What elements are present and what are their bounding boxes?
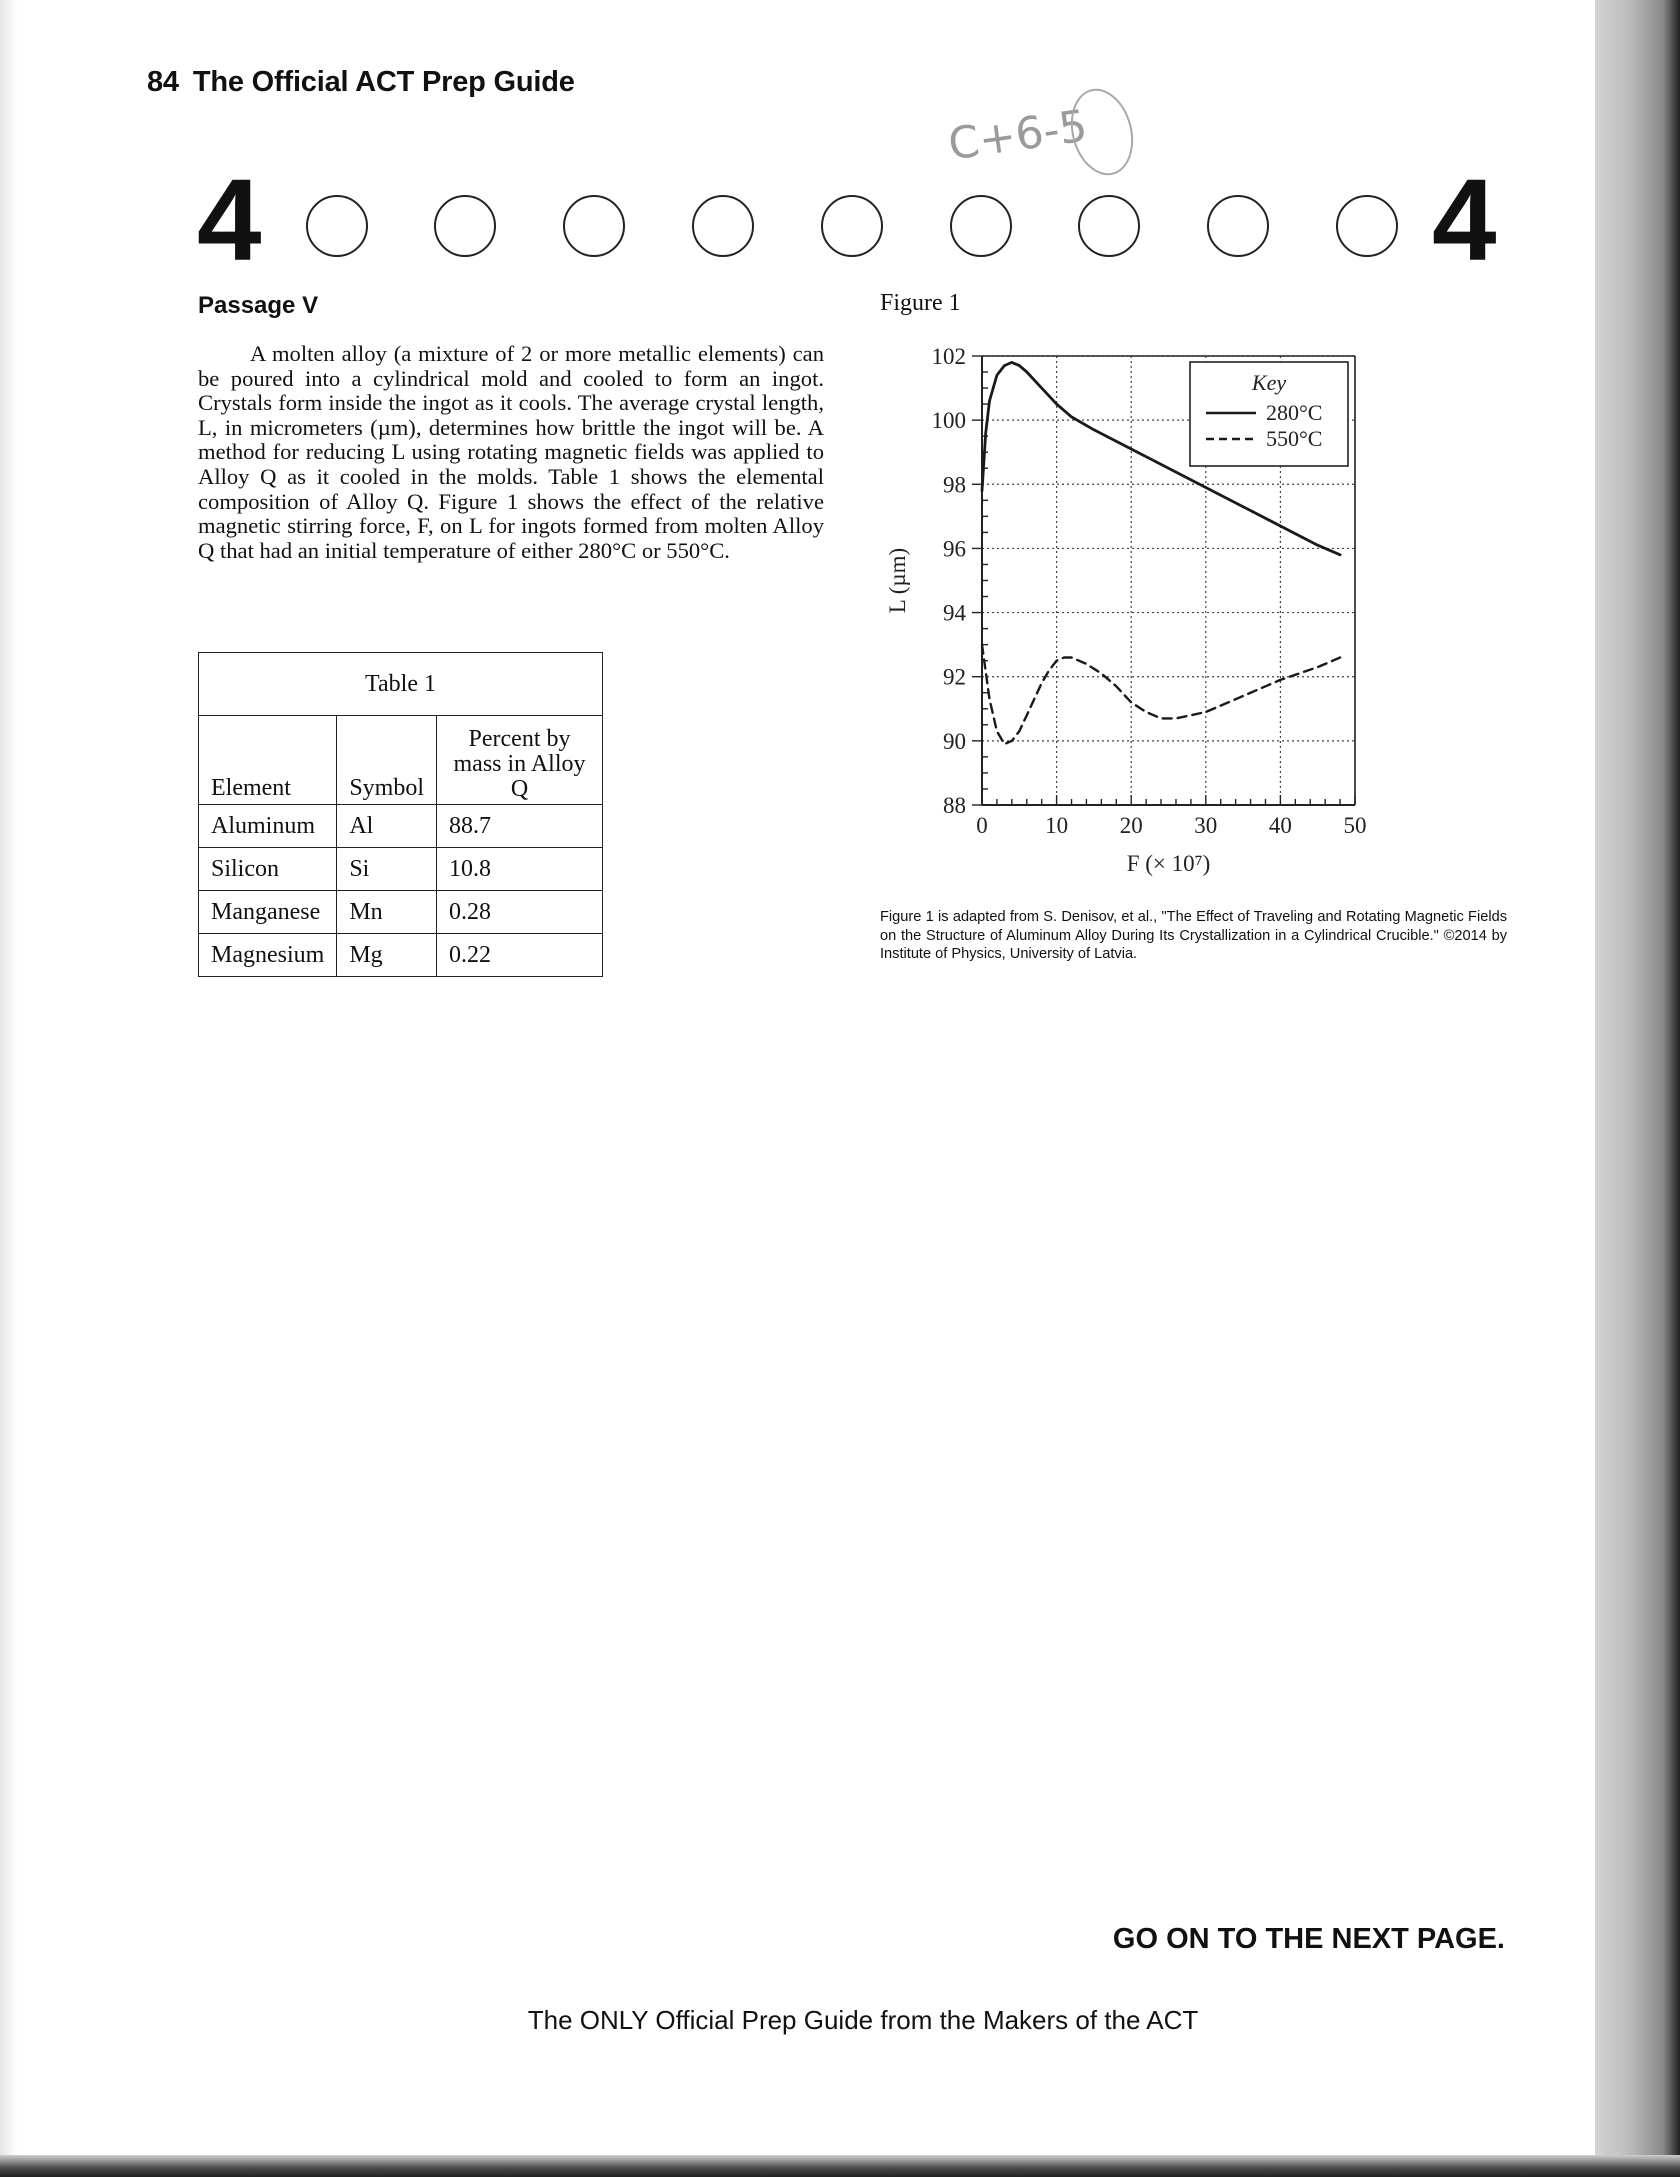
table-row	[199, 934, 603, 977]
series-line-550c	[982, 645, 1340, 745]
table-row	[199, 891, 603, 934]
table-cell: Magnesium	[199, 934, 337, 977]
y-axis-label: L (µm)	[885, 547, 910, 614]
legend-label: 280°C	[1266, 400, 1323, 425]
page-bottom-edge	[0, 2155, 1680, 2177]
running-head	[147, 66, 575, 99]
table-cell: Silicon	[199, 848, 337, 891]
y-tick-label: 100	[931, 408, 966, 434]
x-tick-label: 10	[1045, 813, 1069, 838]
y-tick-label: 90	[943, 728, 966, 754]
section-divider-circle	[1207, 195, 1269, 257]
table-row	[199, 805, 603, 848]
page-left-edge	[0, 0, 18, 2177]
figure-caption: Figure 1 is adapted from S. Denisov, et al., "The Effect of Traveling and Rotating Magnetic Fields on the Structure of Aluminum Alloy During Its Crystallization in a Cylindrical Crucible." ©2014 by Institute of Physics, University of Latvia.	[880, 909, 1507, 962]
table-cell: 0.22	[437, 934, 603, 977]
section-divider-circle	[434, 195, 496, 257]
table-cell: Al	[337, 805, 437, 848]
table-1	[198, 652, 603, 977]
section-divider-circle	[563, 195, 625, 257]
table-header-element: Element	[199, 716, 337, 805]
table-cell: Mn	[337, 891, 437, 934]
passage-title: Passage V	[198, 292, 319, 319]
section-divider-circle	[692, 195, 754, 257]
handwritten-circle	[1062, 82, 1143, 183]
table-row	[199, 848, 603, 891]
figure-title: Figure 1	[880, 290, 961, 316]
table-cell: Aluminum	[199, 805, 337, 848]
table-header-percent: Percent by mass in Alloy Q	[437, 716, 603, 805]
chart-legend	[1190, 362, 1348, 466]
table-cell: 10.8	[437, 848, 603, 891]
footer-tagline	[0, 2005, 1680, 2036]
y-tick-label: 94	[943, 600, 966, 626]
handwritten-note: C+6-5	[945, 100, 1091, 171]
x-tick-label: 30	[1194, 813, 1218, 838]
section-number-right: 4	[1432, 155, 1497, 285]
section-divider-circle	[1336, 195, 1398, 257]
y-tick-label: 98	[943, 472, 966, 498]
section-divider-circle	[950, 195, 1012, 257]
passage-text: A molten alloy (a mixture of 2 or more metallic elements) can be poured into a cylindrical mold and cooled to form an ingot. Crystals form inside the ingot as it cools. The average crystal length, L, in micrometers (µm), determines how brittle the ingot will be. A method for reducing L using rotating magnetic fields was applied to Alloy Q as it cooled in the molds. Table 1 shows the elemental composition of Alloy Q. Figure 1 shows the effect of the relative magnetic stirring force, F, on L for ingots formed from molten Alloy Q that had an initial temperature of either 280°C or 550°C.	[198, 341, 824, 563]
table-cell: Si	[337, 848, 437, 891]
book-title: The Official ACT Prep Guide	[192, 66, 575, 98]
page-number: 84	[147, 66, 179, 98]
section-divider-circle	[306, 195, 368, 257]
go-on-next-page: GO ON TO THE NEXT PAGE.	[1112, 1923, 1505, 1955]
x-axis-label: F (× 10⁷)	[1126, 851, 1211, 876]
book-spine-edge	[1595, 0, 1680, 2177]
x-tick-label: 40	[1268, 813, 1292, 838]
y-tick-label: 96	[943, 536, 966, 562]
table-caption: Table 1	[199, 653, 603, 716]
footer-tagline-text: The ONLY Official Prep Guide from the Makers of the ACT	[527, 2005, 1199, 2035]
table-cell: 88.7	[437, 805, 603, 848]
table-cell: 0.28	[437, 891, 603, 934]
x-tick-label: 20	[1119, 813, 1143, 838]
figure-1-chart	[870, 330, 1390, 890]
legend-title: Key	[1251, 370, 1287, 395]
y-tick-label: 102	[931, 344, 966, 369]
y-tick-label: 92	[943, 664, 966, 690]
y-tick-label: 88	[943, 793, 966, 818]
section-divider-circle	[821, 195, 883, 257]
legend-label: 550°C	[1266, 426, 1323, 451]
x-tick-label: 50	[1343, 813, 1367, 838]
x-tick-label: 0	[976, 813, 988, 838]
section-divider-circle	[1078, 195, 1140, 257]
table-cell: Mg	[337, 934, 437, 977]
section-number-left: 4	[197, 155, 262, 285]
table-header-symbol: Symbol	[337, 716, 437, 805]
table-cell: Manganese	[199, 891, 337, 934]
